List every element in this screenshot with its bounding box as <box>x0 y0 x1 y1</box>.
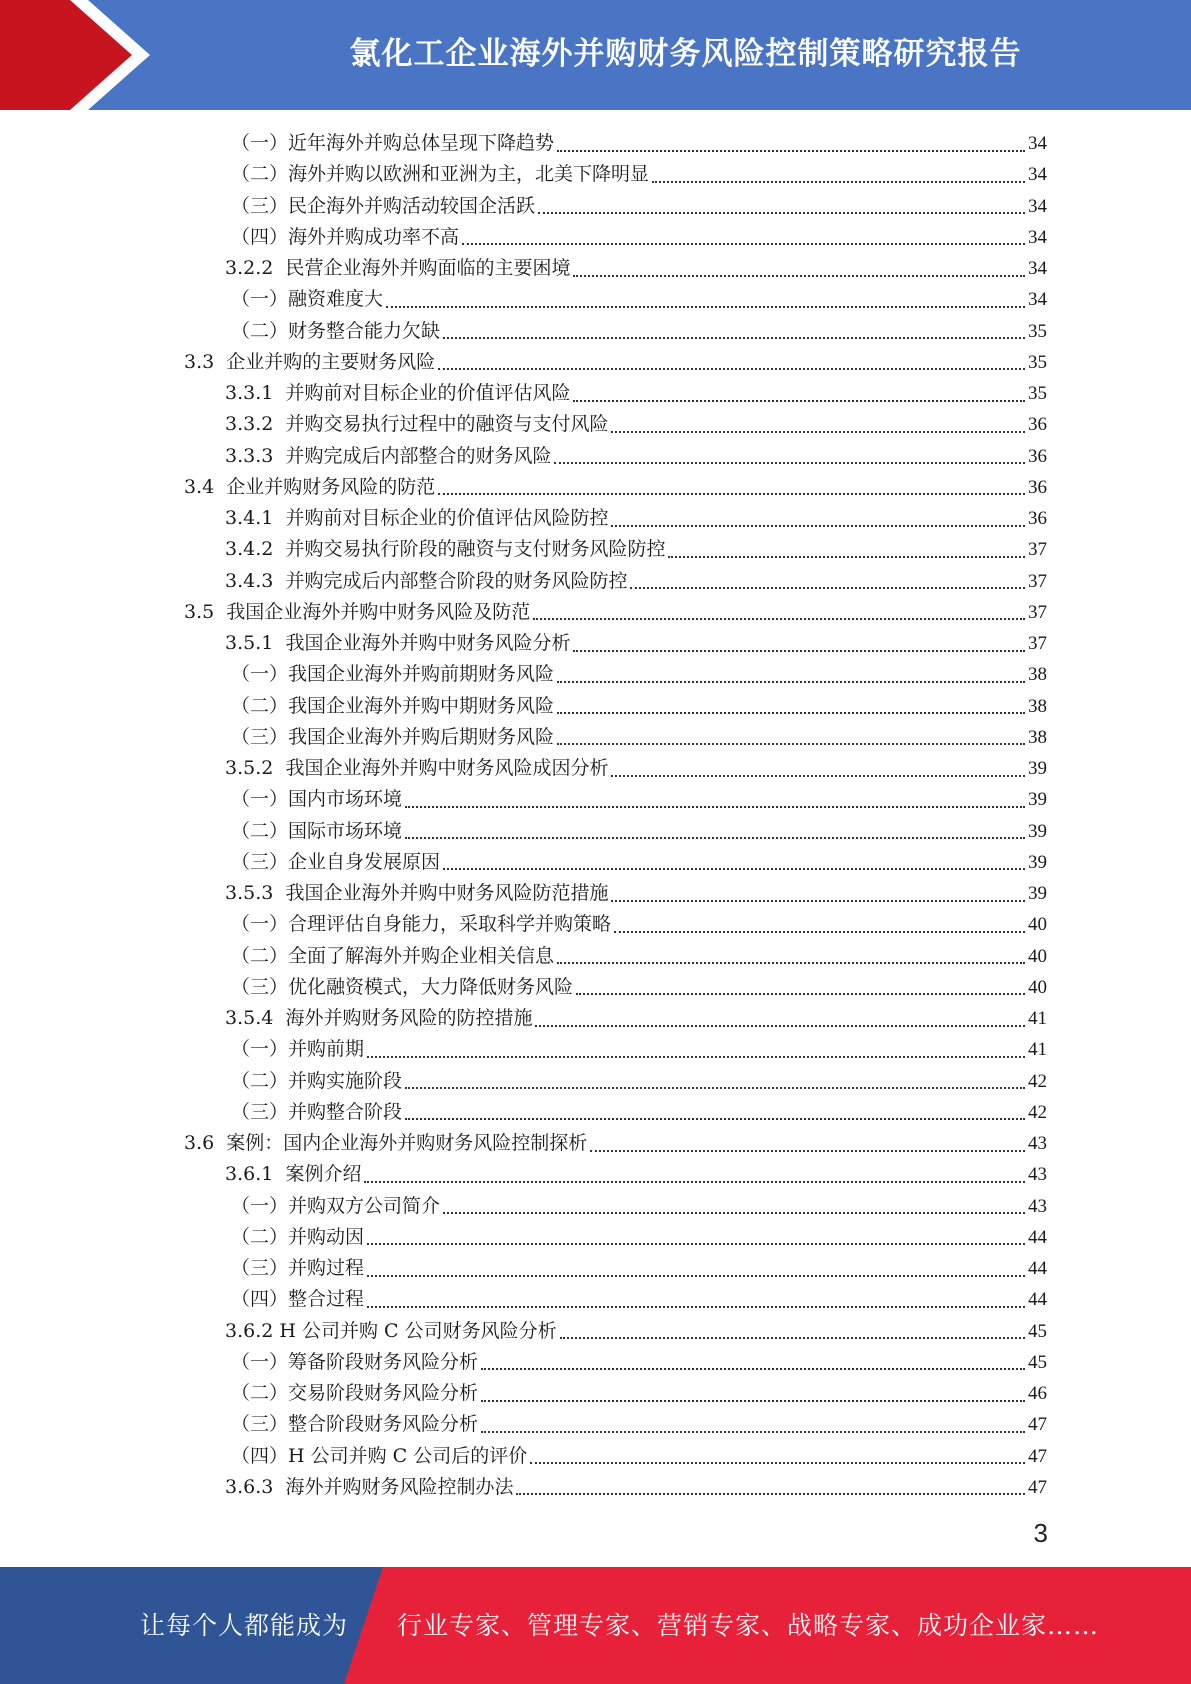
toc-entry-title: 我国企业海外并购中财务风险成因分析 <box>285 757 609 779</box>
toc-entry-page: 45 <box>1028 1320 1047 1342</box>
toc-entry[interactable] <box>0 722 1191 753</box>
toc-entry-title: 融资难度大 <box>288 288 384 311</box>
toc-entry[interactable] <box>0 1128 1191 1159</box>
table-of-contents <box>0 128 1191 1503</box>
toc-entry-page: 47 <box>1028 1445 1047 1467</box>
toc-entry-page: 41 <box>1028 1039 1047 1061</box>
toc-dot-leader <box>535 1025 1025 1027</box>
toc-entry-number: 3.4 <box>184 475 227 498</box>
toc-entry-page: 38 <box>1028 695 1047 717</box>
toc-entry-number: （一） <box>231 1350 289 1373</box>
toc-entry[interactable] <box>0 1191 1191 1222</box>
toc-entry-page: 36 <box>1028 508 1047 529</box>
toc-entry-page: 46 <box>1028 1383 1047 1404</box>
toc-entry-number: 3.3.1 <box>225 382 286 404</box>
toc-entry-page: 35 <box>1028 351 1047 373</box>
toc-dot-leader <box>481 1431 1025 1433</box>
toc-dot-leader <box>557 962 1025 964</box>
toc-entry[interactable] <box>0 1378 1191 1409</box>
toc-entry-page: 38 <box>1028 726 1047 748</box>
toc-entry-number: 3.5.3 <box>225 882 286 904</box>
toc-entry-title: 并购双方公司简介 <box>288 1194 441 1217</box>
toc-entry[interactable] <box>0 503 1191 534</box>
toc-entry[interactable] <box>0 1097 1191 1128</box>
toc-dot-leader <box>668 556 1025 558</box>
toc-entry-title: 并购交易执行阶段的融资与支付财务风险防控 <box>285 538 666 561</box>
toc-entry-number: （一） <box>231 288 289 311</box>
toc-entry-page: 34 <box>1028 164 1047 186</box>
toc-dot-leader <box>443 337 1025 339</box>
toc-entry-number: （一） <box>231 1038 289 1061</box>
toc-dot-leader <box>530 1462 1025 1464</box>
toc-entry-page: 42 <box>1028 1101 1047 1123</box>
toc-entry[interactable] <box>0 691 1191 722</box>
toc-entry-title: 海外并购财务风险控制办法 <box>285 1475 514 1498</box>
toc-entry-number: （四） <box>231 1444 289 1467</box>
toc-dot-leader <box>386 306 1025 308</box>
toc-dot-leader <box>573 275 1025 277</box>
toc-entry[interactable] <box>0 472 1191 503</box>
toc-entry-number: （一） <box>231 1194 289 1217</box>
toc-entry-title: 我国企业海外并购中财务风险及防范 <box>226 600 531 623</box>
page-number: 3 <box>1033 1518 1048 1548</box>
toc-entry[interactable] <box>0 1472 1191 1503</box>
toc-dot-leader <box>573 400 1025 402</box>
toc-dot-leader <box>367 1306 1025 1308</box>
toc-entry-page: 39 <box>1028 820 1047 842</box>
toc-entry[interactable] <box>0 1441 1191 1472</box>
toc-dot-leader <box>405 806 1025 808</box>
toc-entry-number: （三） <box>231 1257 289 1279</box>
toc-entry-number: 3.3 <box>184 350 227 373</box>
toc-entry-number: 3.5.1 <box>225 632 286 654</box>
toc-entry-number: （二） <box>231 1382 289 1404</box>
toc-entry[interactable] <box>0 784 1191 815</box>
toc-entry-title: 并购实施阶段 <box>288 1069 403 1092</box>
toc-entry-page: 36 <box>1028 414 1047 436</box>
toc-entry-number: 3.6.2 <box>225 1319 280 1342</box>
toc-entry[interactable] <box>0 1003 1191 1034</box>
toc-entry-page: 37 <box>1028 601 1047 623</box>
header-bar <box>0 0 1191 110</box>
toc-entry-page: 34 <box>1028 289 1047 311</box>
toc-dot-leader <box>481 1400 1025 1402</box>
toc-entry-title: 整合过程 <box>288 1288 365 1311</box>
toc-entry-page: 39 <box>1028 851 1047 873</box>
toc-entry-page: 44 <box>1028 1258 1047 1279</box>
toc-entry-number: （四） <box>231 225 289 248</box>
toc-entry-number: （二） <box>231 694 289 717</box>
toc-entry-number: （一） <box>231 913 289 936</box>
toc-entry-number: （二） <box>231 1069 289 1092</box>
toc-entry-number: 3.5.4 <box>225 1007 286 1029</box>
toc-dot-leader <box>367 1275 1025 1277</box>
toc-entry[interactable] <box>0 566 1191 597</box>
toc-entry-title: 全面了解海外并购企业相关信息 <box>288 944 555 967</box>
toc-entry[interactable] <box>0 1222 1191 1253</box>
toc-entry-number: （二） <box>231 944 289 967</box>
toc-dot-leader <box>560 1337 1025 1339</box>
toc-entry[interactable] <box>0 1347 1191 1378</box>
toc-entry[interactable] <box>0 253 1191 284</box>
toc-entry-page: 39 <box>1028 758 1047 779</box>
toc-entry-page: 34 <box>1028 226 1047 248</box>
toc-entry-page: 40 <box>1028 914 1047 936</box>
toc-dot-leader <box>614 931 1025 933</box>
toc-dot-leader <box>405 1087 1025 1089</box>
toc-entry-title: 海外并购成功率不高 <box>288 225 460 248</box>
toc-entry[interactable] <box>0 316 1191 347</box>
toc-entry-number: 3.6.1 <box>225 1163 286 1186</box>
toc-entry-page: 40 <box>1028 945 1047 967</box>
toc-entry-title: 案例介绍 <box>285 1163 362 1186</box>
toc-entry-number: （二） <box>231 319 289 342</box>
toc-entry-title: 并购完成后内部整合阶段的财务风险防控 <box>285 569 628 592</box>
toc-dot-leader <box>438 493 1025 495</box>
toc-entry-number: 3.3.2 <box>225 413 286 436</box>
toc-entry[interactable] <box>0 534 1191 565</box>
toc-entry-number: 3.4.1 <box>225 507 286 529</box>
toc-dot-leader <box>443 1212 1025 1214</box>
toc-dot-leader <box>538 212 1025 214</box>
toc-entry-title: 筹备阶段财务风险分析 <box>288 1350 479 1373</box>
toc-entry-page: 37 <box>1028 539 1047 561</box>
toc-entry-page: 40 <box>1028 976 1047 998</box>
toc-entry-number: （三） <box>231 725 289 748</box>
toc-entry-number: （三） <box>231 975 289 998</box>
toc-dot-leader <box>364 1181 1025 1183</box>
toc-entry-page: 47 <box>1028 1414 1047 1436</box>
toc-entry-page: 39 <box>1028 789 1047 811</box>
toc-entry-title: 交易阶段财务风险分析 <box>288 1382 479 1404</box>
toc-entry[interactable] <box>0 1409 1191 1440</box>
toc-entry[interactable] <box>0 1284 1191 1315</box>
toc-entry[interactable] <box>0 628 1191 659</box>
toc-entry[interactable] <box>0 159 1191 190</box>
toc-entry-title: 并购前对目标企业的价值评估风险防控 <box>285 507 609 529</box>
toc-entry-page: 34 <box>1028 195 1047 217</box>
toc-entry-title: 优化融资模式，大力降低财务风险 <box>288 975 574 998</box>
toc-entry-number: 3.5.2 <box>225 757 286 779</box>
toc-entry-title: 企业并购的主要财务风险 <box>226 350 436 373</box>
toc-dot-leader <box>367 1056 1025 1058</box>
toc-entry-page: 35 <box>1028 383 1047 404</box>
toc-entry-page: 34 <box>1028 258 1047 279</box>
toc-dot-leader <box>367 1243 1025 1245</box>
toc-entry[interactable] <box>0 409 1191 440</box>
toc-entry-number: （一） <box>231 663 289 686</box>
toc-entry-page: 37 <box>1028 570 1047 592</box>
toc-entry-number: （四） <box>231 1288 289 1311</box>
toc-entry[interactable] <box>0 972 1191 1003</box>
toc-entry-title: 我国企业海外并购中期财务风险 <box>288 694 555 717</box>
toc-dot-leader <box>611 431 1025 433</box>
toc-entry-title: 合理评估自身能力，采取科学并购策略 <box>288 913 612 936</box>
toc-entry-number: （二） <box>231 1225 289 1248</box>
toc-entry-title: 并购前期 <box>288 1038 365 1061</box>
toc-entry-page: 43 <box>1028 1164 1047 1186</box>
toc-entry-number: 3.3.3 <box>225 444 286 467</box>
toc-dot-leader <box>554 462 1025 464</box>
toc-entry-title: 并购动因 <box>288 1225 365 1248</box>
toc-entry-page: 45 <box>1028 1351 1047 1373</box>
toc-dot-leader <box>405 837 1025 839</box>
toc-entry-title: 我国企业海外并购中财务风险分析 <box>285 632 571 654</box>
chevron-icon <box>0 0 160 110</box>
toc-entry-page: 36 <box>1028 445 1047 467</box>
toc-dot-leader <box>405 1118 1025 1120</box>
toc-entry-title: 国际市场环境 <box>288 819 403 842</box>
toc-entry[interactable] <box>0 1159 1191 1190</box>
toc-entry-number: 3.2.2 <box>225 257 286 279</box>
toc-entry[interactable] <box>0 1253 1191 1284</box>
toc-entry-page: 35 <box>1028 320 1047 342</box>
toc-dot-leader <box>590 1150 1025 1152</box>
toc-entry[interactable] <box>0 222 1191 253</box>
toc-entry-number: 3.4.3 <box>225 569 286 592</box>
toc-entry[interactable] <box>0 191 1191 222</box>
toc-dot-leader <box>438 368 1025 370</box>
toc-entry-title: 我国企业海外并购前期财务风险 <box>288 663 555 686</box>
toc-entry-page: 37 <box>1028 633 1047 654</box>
toc-entry-title: 整合阶段财务风险分析 <box>288 1413 479 1436</box>
toc-entry[interactable] <box>0 659 1191 690</box>
toc-entry[interactable] <box>0 941 1191 972</box>
toc-entry-page: 38 <box>1028 664 1047 686</box>
toc-entry-title: 国内市场环境 <box>288 788 403 811</box>
toc-entry-title: 案例：国内企业海外并购财务风险控制探析 <box>226 1132 588 1154</box>
toc-dot-leader <box>557 150 1025 152</box>
toc-entry-page: 44 <box>1028 1226 1047 1248</box>
toc-entry-title: 民企海外并购活动较国企活跃 <box>288 194 536 217</box>
toc-dot-leader <box>573 650 1025 652</box>
toc-dot-leader <box>611 775 1025 777</box>
toc-dot-leader <box>462 243 1025 245</box>
toc-entry[interactable] <box>0 1066 1191 1097</box>
toc-entry-number: 3.6.3 <box>225 1475 286 1498</box>
toc-entry-title: 企业并购财务风险的防范 <box>226 475 436 498</box>
toc-entry[interactable] <box>0 378 1191 409</box>
toc-entry[interactable] <box>0 909 1191 940</box>
toc-entry-number: （三） <box>231 1413 289 1436</box>
toc-entry-title: 近年海外并购总体呈现下降趋势 <box>288 132 555 154</box>
toc-entry-number: 3.6 <box>184 1132 227 1154</box>
toc-entry-title: 并购交易执行过程中的融资与支付风险 <box>285 413 609 436</box>
toc-entry-page: 44 <box>1028 1289 1047 1311</box>
toc-entry-title: 海外并购以欧洲和亚洲为主，北美下降明显 <box>288 163 650 186</box>
toc-dot-leader <box>533 618 1025 620</box>
toc-entry-page: 34 <box>1028 133 1047 154</box>
toc-entry[interactable] <box>0 347 1191 378</box>
report-title: 氯化工企业海外并购财务风险控制策略研究报告 <box>349 35 1022 72</box>
toc-entry-number: （三） <box>231 850 289 873</box>
toc-entry-title: 民营企业海外并购面临的主要困境 <box>285 257 571 279</box>
toc-entry-number: 3.4.2 <box>225 538 286 561</box>
toc-entry-page: 43 <box>1028 1195 1047 1217</box>
toc-entry[interactable] <box>0 878 1191 909</box>
toc-entry-title: 财务整合能力欠缺 <box>288 319 441 342</box>
toc-entry[interactable] <box>0 847 1191 878</box>
toc-entry-page: 41 <box>1028 1008 1047 1029</box>
toc-entry-title: H 公司并购 C 公司财务风险分析 <box>279 1319 557 1342</box>
toc-entry-number: （一） <box>231 132 289 154</box>
toc-entry-page: 39 <box>1028 883 1047 904</box>
toc-dot-leader <box>557 681 1025 683</box>
toc-entry[interactable] <box>0 816 1191 847</box>
toc-dot-leader <box>576 993 1025 995</box>
toc-entry-title: 我国企业海外并购中财务风险防范措施 <box>285 882 609 904</box>
toc-dot-leader <box>557 743 1025 745</box>
toc-entry-number: （三） <box>231 1100 289 1123</box>
footer-slogan: 让每个人都能成为 <box>140 1611 349 1640</box>
toc-entry-title: H 公司并购 C 公司后的评价 <box>288 1444 528 1467</box>
toc-entry-number: （三） <box>231 194 289 217</box>
toc-dot-leader <box>611 900 1025 902</box>
toc-entry-number: 3.5 <box>184 600 227 623</box>
footer-banner <box>0 1567 1191 1684</box>
toc-entry-title: 海外并购财务风险的防控措施 <box>285 1007 533 1029</box>
toc-entry[interactable] <box>0 1034 1191 1065</box>
toc-entry-title: 并购前对目标企业的价值评估风险 <box>285 382 571 404</box>
toc-entry-page: 42 <box>1028 1070 1047 1092</box>
toc-entry-title: 企业自身发展原因 <box>288 850 441 873</box>
toc-dot-leader <box>481 1368 1025 1370</box>
toc-entry-title: 并购过程 <box>288 1257 365 1279</box>
toc-entry-title: 并购整合阶段 <box>288 1100 403 1123</box>
toc-dot-leader <box>557 712 1025 714</box>
toc-entry-title: 我国企业海外并购后期财务风险 <box>288 725 555 748</box>
toc-entry-number: （二） <box>231 819 289 842</box>
toc-entry-page: 43 <box>1028 1133 1047 1154</box>
toc-dot-leader <box>516 1493 1025 1495</box>
toc-entry-number: （一） <box>231 788 289 811</box>
toc-entry[interactable] <box>0 597 1191 628</box>
toc-entry[interactable] <box>0 1316 1191 1347</box>
toc-entry[interactable] <box>0 441 1191 472</box>
toc-entry[interactable] <box>0 128 1191 159</box>
toc-entry[interactable] <box>0 753 1191 784</box>
toc-dot-leader <box>652 181 1025 183</box>
toc-entry-page: 36 <box>1028 476 1047 498</box>
toc-dot-leader <box>630 587 1025 589</box>
toc-dot-leader <box>611 525 1025 527</box>
footer-roles: 行业专家、管理专家、营销专家、战略专家、成功企业家…… <box>397 1611 1100 1640</box>
toc-entry[interactable] <box>0 284 1191 315</box>
toc-dot-leader <box>443 868 1025 870</box>
toc-entry-number: （二） <box>231 163 289 186</box>
toc-entry-page: 47 <box>1028 1476 1047 1498</box>
toc-entry-title: 并购完成后内部整合的财务风险 <box>285 444 552 467</box>
